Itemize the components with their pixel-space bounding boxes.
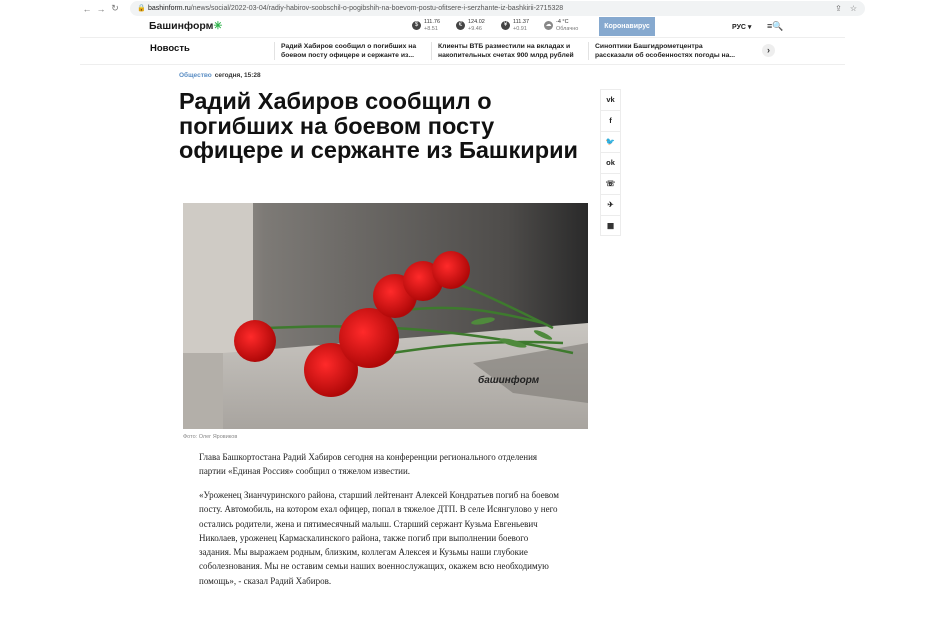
odnoklassniki-share-icon[interactable]: ok xyxy=(600,152,621,173)
euro-icon: € xyxy=(456,21,465,30)
facebook-share-icon[interactable]: f xyxy=(600,110,621,131)
whatsapp-share-icon[interactable]: ☏ xyxy=(600,173,621,194)
photo-watermark: башинформ xyxy=(478,375,540,386)
twitter-share-icon[interactable]: 🐦 xyxy=(600,131,621,152)
rate-change: +9.46 xyxy=(468,25,482,32)
ticker-item[interactable]: Радий Хабиров сообщил о погибших на боевом посту офицере и сержанте из... xyxy=(274,42,424,60)
article-photo xyxy=(183,203,588,429)
menu-search-icon[interactable]: ≡🔍 xyxy=(767,21,784,31)
cloud-icon: ☁ xyxy=(545,22,552,28)
yuan-icon: ¥ xyxy=(501,21,510,30)
vk-share-icon[interactable]: vk xyxy=(600,89,621,110)
telegram-share-icon[interactable]: ✈ xyxy=(600,194,621,215)
site-header xyxy=(80,17,845,38)
rate-value: 111.37 xyxy=(513,19,530,25)
site-logo[interactable]: Башинформ✳ xyxy=(149,20,223,32)
dollar-icon: $ xyxy=(412,21,421,30)
reload-icon[interactable]: ↻ xyxy=(111,3,119,13)
ticker-item[interactable]: Клиенты ВТБ разместили на вкладах и накопительных счетах 900 млрд рублей xyxy=(431,42,581,60)
share-panel xyxy=(600,89,621,236)
rate-change: +0.91 xyxy=(513,25,527,32)
bookmark-star-icon[interactable]: ☆ xyxy=(849,4,857,13)
back-icon[interactable]: ← xyxy=(82,3,92,14)
weather-temp: -4 °C xyxy=(556,19,569,25)
url-path: /news/social/2022-03-04/radiy-habirov-soobschil-o-pogibshih-na-boevom-postu-ofitsere-i-serzhante-iz-bashkirii-2715328 xyxy=(190,5,564,12)
weather xyxy=(544,19,578,32)
photo-credit: Фото: Олег Яровиков xyxy=(183,434,238,440)
article-paragraph: «Уроженец Зианчуринского района, старший лейтенант Алексей Кондратьев погиб на боевом посту. Автомобиль, на котором ехал офицер, попал в тяжелое ДТП. В селе Исянгулово у него остались родители, жена и пятимесячный малыш. Старший сержант Кузьма Евгеньевич Николаев, уроженец Кармаскалинского района, также погиб при выполнении боевого задания. Мы выражаем родным, близким, коллегам Алексея и Кузьмы наши глубокие соболезнования. Мы не оставим семьи наших военнослужащих, окажем всю необходимую помощь», - сказал Радий Хабиров. xyxy=(199,490,559,586)
article-title: Радий Хабиров сообщил о погибших на боевом посту офицере и сержанте из Башкирии xyxy=(179,88,578,163)
rubric-link[interactable]: Общество xyxy=(179,72,212,79)
rate-cny xyxy=(501,19,529,32)
language-select[interactable]: РУС ▾ xyxy=(732,24,752,31)
publish-time: сегодня, 15:28 xyxy=(214,72,261,79)
qr-share-icon[interactable]: ▦ xyxy=(600,215,621,236)
rate-value: 111.76 xyxy=(424,19,441,25)
ticker-next-button[interactable]: › xyxy=(762,44,775,57)
url-host: bashinform.ru xyxy=(148,5,191,12)
article-paragraph: Глава Башкортостана Радий Хабиров сегодня на конференции регионального отделения партии «Единая Россия» сообщил о тяжелом известии. xyxy=(199,452,538,477)
lock-icon: 🔒 xyxy=(137,5,146,12)
forward-icon[interactable]: → xyxy=(96,3,106,14)
share-page-icon[interactable]: ⇪ xyxy=(835,4,842,13)
weather-desc: Облачно xyxy=(556,25,579,32)
rate-usd xyxy=(412,19,440,32)
rate-value: 124.02 xyxy=(468,19,485,25)
article-meta xyxy=(179,72,261,79)
rate-change: +8.51 xyxy=(424,25,438,32)
ticker-item[interactable]: Синоптики Башгидрометцентра рассказали об особенностях погоды на... xyxy=(588,42,738,60)
rate-eur xyxy=(456,19,485,32)
ticker-title: Новость xyxy=(150,43,190,54)
coronavirus-button[interactable]: Коронавирус xyxy=(599,17,655,36)
browser-toolbar xyxy=(80,0,857,17)
carnations-on-granite-image xyxy=(183,203,588,429)
logo-star-icon: ✳ xyxy=(213,20,223,32)
news-ticker xyxy=(80,38,845,65)
address-bar[interactable] xyxy=(130,1,865,16)
